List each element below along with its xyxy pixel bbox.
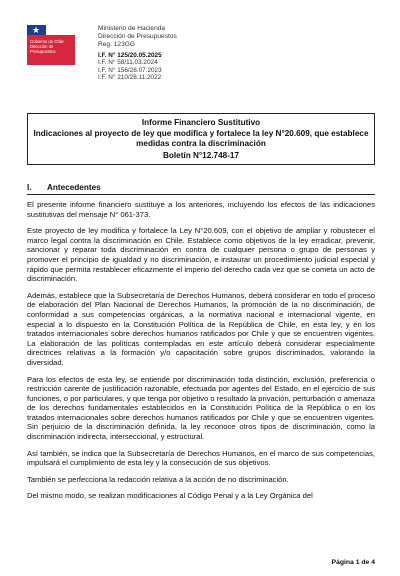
body-text: [27, 200, 375, 508]
report-type-title: Informe Financiero Sustitutivo: [141, 118, 261, 127]
report-references: [98, 52, 162, 82]
registry-code: Reg. 123GG: [98, 41, 136, 48]
paragraph: El presente informe financiero sustituye a los anteriores, incluyendo los efectos de las indicaciones sustitutivas del mensaje N° 061-373.: [27, 200, 375, 219]
section-heading: [27, 183, 375, 195]
paragraph: Para los efectos de esta ley, se entiende por discriminación toda distinción, exclusión, preferencia o restricción carente de justificación razonable, efectuada por agentes del Estado, en el ejercicio de sus funciones, o por particulares, y que tenga por objetivo o resultado la privación, perturbación o amenaza de los derechos fundamentales establecidos en la Constitución Política de la República o en los tratados internacionales sobre derechos humanos ratificados por Chile y que se encuentren vigentes. Sin perjuicio de la discriminación definida, la ley reconoce otros tipos de discriminación, como la discriminación indirecta, interseccional, y estructural.: [27, 374, 375, 442]
ministry-name: Ministerio de Hacienda: [98, 25, 166, 32]
paragraph: Del mismo modo, se realizan modificaciones al Código Penal y a la Ley Orgánica del: [27, 491, 313, 501]
star-icon: ★: [32, 25, 41, 35]
bulletin-number: Boletín N°12.748-17: [162, 151, 240, 160]
ministry-header: [98, 25, 177, 49]
title-box: [27, 113, 375, 165]
bill-title: Indicaciones al proyecto de ley que modifica y fortalece la ley N°20.609, que establece medidas contra la discriminación: [33, 129, 369, 148]
paragraph: Este proyecto de ley modifica y fortalece la Ley N°20.609, con el objetivo de ampliar y robustecer el marco legal contra la discriminación en Chile. Establece como objetivos de la ley erradicar, prevenir, sancionar y reparar toda discriminación en contra de cualquier persona o grupo de personas y promover el principio de igualdad y no discriminación, e instaurar un procedimiento judicial especial y rápido que permita restablecer eficazmente el imperio del derecho cada vez que se cometa un acto de discriminación.: [27, 226, 375, 284]
reference-item: I.F. N° 156/28.07.2023: [98, 66, 162, 74]
section-number: I.: [27, 183, 32, 192]
directorate-name: Dirección de Presupuestos: [98, 33, 177, 40]
government-logo: [27, 25, 75, 65]
reference-current: I.F. N° 125/20.05.2025: [98, 52, 162, 59]
reference-item: I.F. N° 210/28.11.2022: [98, 74, 162, 82]
page-number: Página 1 de 4: [331, 559, 375, 566]
section-title: Antecedentes: [47, 183, 101, 192]
reference-item: I.F. N° 58/11.03.2024: [98, 59, 158, 67]
paragraph: Además, establece que la Subsecretaría de Derechos Humanos, deberá considerar en todo el proceso de elaboración del Plan Nacional de Derechos Humanos, la promoción de la no discriminación, de conformidad a sus competencias orgánicas, a la normativa nacional e internacional vigente, en especial a lo dispuesto en la Constitución Política de la República de Chile, en esta ley, y en los tratados internacionales sobre derechos humanos ratificados por Chile y que se encuentren vigentes. La elaboración de las políticas contempladas en este artículo deberá considerar especialmente directrices relativas a la formación y/o capacitación sobre grupos discriminados, valorando la diversidad.: [27, 290, 375, 367]
logo-text: Gobierno de Chile Dirección de Presupuestos: [30, 39, 64, 54]
paragraph: También se perfecciona la redacción relativa a la acción de no discriminación.: [27, 474, 289, 484]
paragraph: Así también, se indica que la Subsecretaría de Derechos Humanos, en el marco de sus competencias, impulsará el cumplimiento de esta ley y la consecución de sus objetivos.: [27, 448, 375, 468]
